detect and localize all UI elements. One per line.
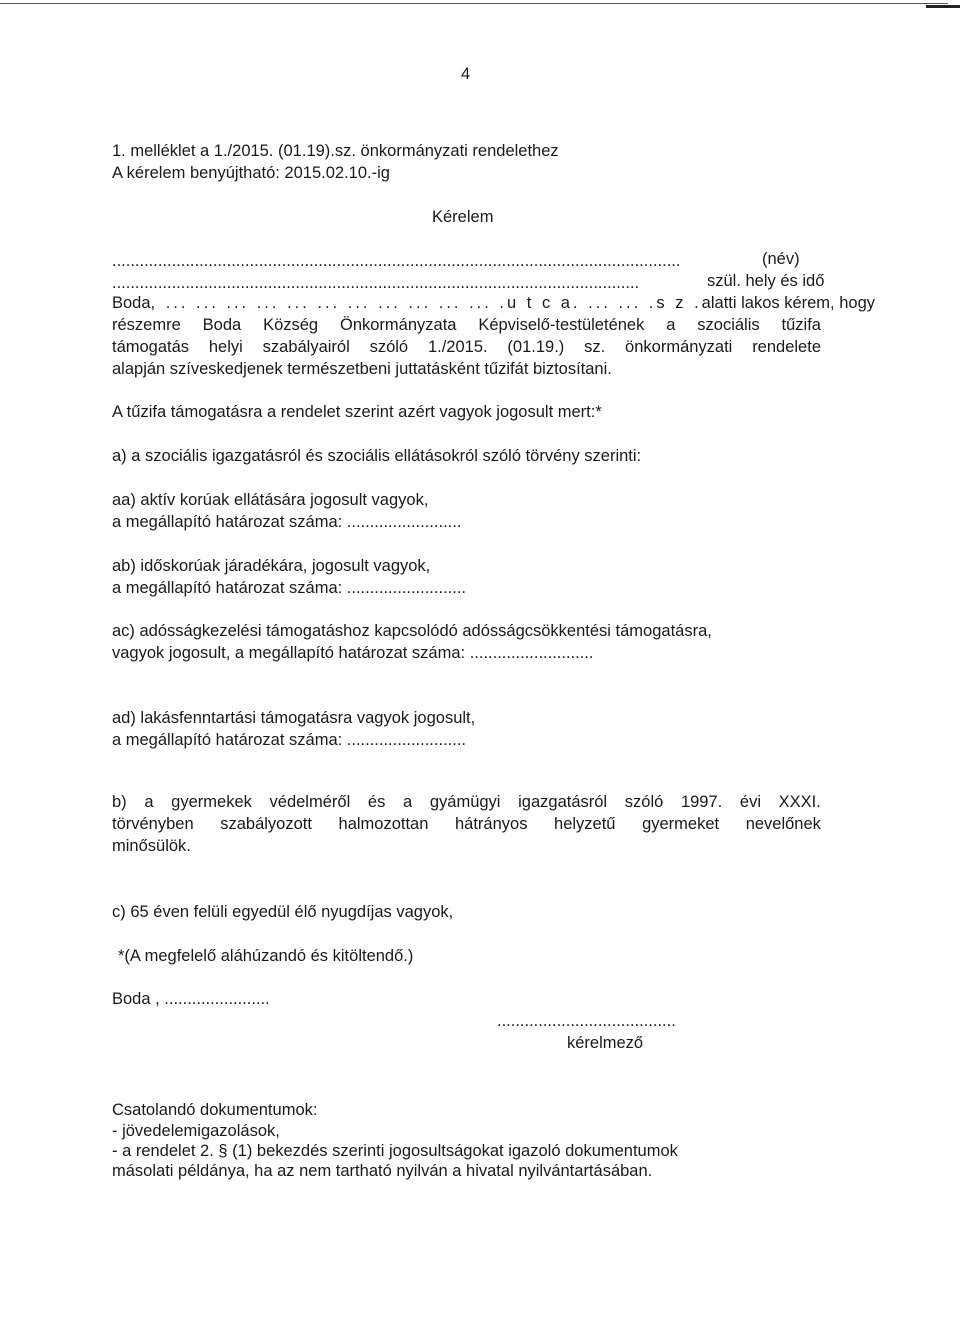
attachment-item-2-cont: másolati példánya, ha az nem tartható nyilván a hivatal nyilvántartásában. xyxy=(112,1162,653,1180)
word: 1./2015. xyxy=(427,338,488,356)
word: szóló xyxy=(369,338,409,356)
name-field-label: (név) xyxy=(762,250,800,268)
page-corner-mark xyxy=(926,5,960,8)
word: a xyxy=(144,793,154,811)
word: szóló xyxy=(624,793,664,811)
signature-place: Boda , ....................... xyxy=(112,990,270,1008)
word: hátrányos xyxy=(454,815,528,833)
option-ab-line2: a megállapító határozat száma: .......................... xyxy=(112,579,466,597)
word: halmozottan xyxy=(338,815,429,833)
word: XXXI. xyxy=(778,793,821,811)
option-a: a) a szociális igazgatásról és szociális ellátásokról szóló törvény szerinti: xyxy=(112,447,642,465)
address-street-dots: . ... ... . xyxy=(572,294,657,312)
document-title: Kérelem xyxy=(432,208,494,226)
word: Község xyxy=(263,316,319,334)
word: gyámügyi xyxy=(429,793,501,811)
word: gyermekek xyxy=(171,793,252,811)
word: szociális xyxy=(697,316,760,334)
option-ad-line2: a megállapító határozat száma: .......................... xyxy=(112,731,466,749)
reason-intro: A tűzifa támogatásra a rendelet szerint azért vagyok jogosult mert:* xyxy=(112,403,602,421)
birth-field-label: szül. hely és idő xyxy=(707,272,825,290)
option-aa-line1: aa) aktív korúak ellátására jogosult vagyok, xyxy=(112,491,429,509)
attachments-heading: Csatolandó dokumentumok: xyxy=(112,1101,318,1119)
word: Boda xyxy=(202,316,242,334)
footnote: *(A megfelelő aláhúzandó és kitöltendő.) xyxy=(118,947,414,965)
word: támogatás xyxy=(112,338,190,356)
option-aa-line2: a megállapító határozat száma: ......................... xyxy=(112,513,462,531)
request-line-4: alapján szíveskedjenek természetbeni juttatásként tűzifát biztosítani. xyxy=(112,360,612,378)
address-town: Boda xyxy=(112,294,151,312)
word: részemre xyxy=(112,316,181,334)
word: helyi xyxy=(208,338,243,356)
option-ab-line1: ab) időskorúak járadékára, jogosult vagyok, xyxy=(112,557,431,575)
birth-field-dots: ................................................................................................................... xyxy=(112,274,640,292)
word: és xyxy=(367,793,386,811)
word: törvényben xyxy=(112,815,194,833)
request-line-2 xyxy=(112,315,821,335)
option-c: c) 65 éven felüli egyedül élő nyugdíjas vagyok, xyxy=(112,903,454,921)
attachment-item-2: - a rendelet 2. § (1) bekezdés szerinti jogosultságokat igazoló dokumentumok xyxy=(112,1142,678,1160)
word: tűzifa xyxy=(781,316,821,334)
word: b) xyxy=(112,793,127,811)
address-number-label: s z . xyxy=(656,294,702,312)
word: évi xyxy=(739,793,761,811)
word: szabályairól xyxy=(262,338,350,356)
word: sz. xyxy=(584,338,606,356)
page-top-rule xyxy=(0,3,948,4)
option-ac-line1: ac) adósságkezelési támogatáshoz kapcsolódó adósságcsökkentési támogatásra, xyxy=(112,622,712,640)
word: szabályozott xyxy=(220,815,312,833)
option-ad-line1: ad) lakásfenntartási támogatásra vagyok jogosult, xyxy=(112,709,476,727)
header-annex-line: 1. melléklet a 1./2015. (01.19).sz. önkormányzati rendelethez xyxy=(112,142,559,160)
word: önkormányzati xyxy=(625,338,733,356)
address-rest-text: alatti lakos kérem, hogy xyxy=(701,294,876,312)
page-number: 4 xyxy=(461,65,471,83)
word: 1997. xyxy=(680,793,723,811)
attachment-item-1: - jövedelemigazolások, xyxy=(112,1122,280,1140)
address-street-label: u t c a xyxy=(507,294,573,312)
word: (01.19.) xyxy=(507,338,565,356)
word: védelméről xyxy=(269,793,351,811)
signature-label: kérelmező xyxy=(567,1034,644,1052)
word: Önkormányzata xyxy=(339,316,457,334)
word: gyermeket xyxy=(642,815,720,833)
word: helyzetű xyxy=(554,815,616,833)
signature-line: ....................................... xyxy=(497,1012,676,1030)
word: a xyxy=(666,316,676,334)
name-field-dots: ............................................................................................................................ xyxy=(112,252,681,270)
header-deadline-line: A kérelem benyújtható: 2015.02.10.-ig xyxy=(112,164,390,182)
option-b-line2 xyxy=(112,814,821,834)
word: Képviselő-testületének xyxy=(478,316,645,334)
option-b-line3: minősülök. xyxy=(112,837,191,855)
word: nevelőnek xyxy=(745,815,821,833)
word: igazgatásról xyxy=(518,793,608,811)
word: a xyxy=(403,793,413,811)
address-line xyxy=(112,293,876,313)
address-town-dots: , ... ... ... ... ... ... ... ... ... ... ... . xyxy=(150,294,508,312)
option-ac-line2: vagyok jogosult, a megállapító határozat száma: ........................... xyxy=(112,644,594,662)
request-line-3 xyxy=(112,337,821,357)
word: rendelete xyxy=(752,338,821,356)
option-b-line1 xyxy=(112,792,821,812)
